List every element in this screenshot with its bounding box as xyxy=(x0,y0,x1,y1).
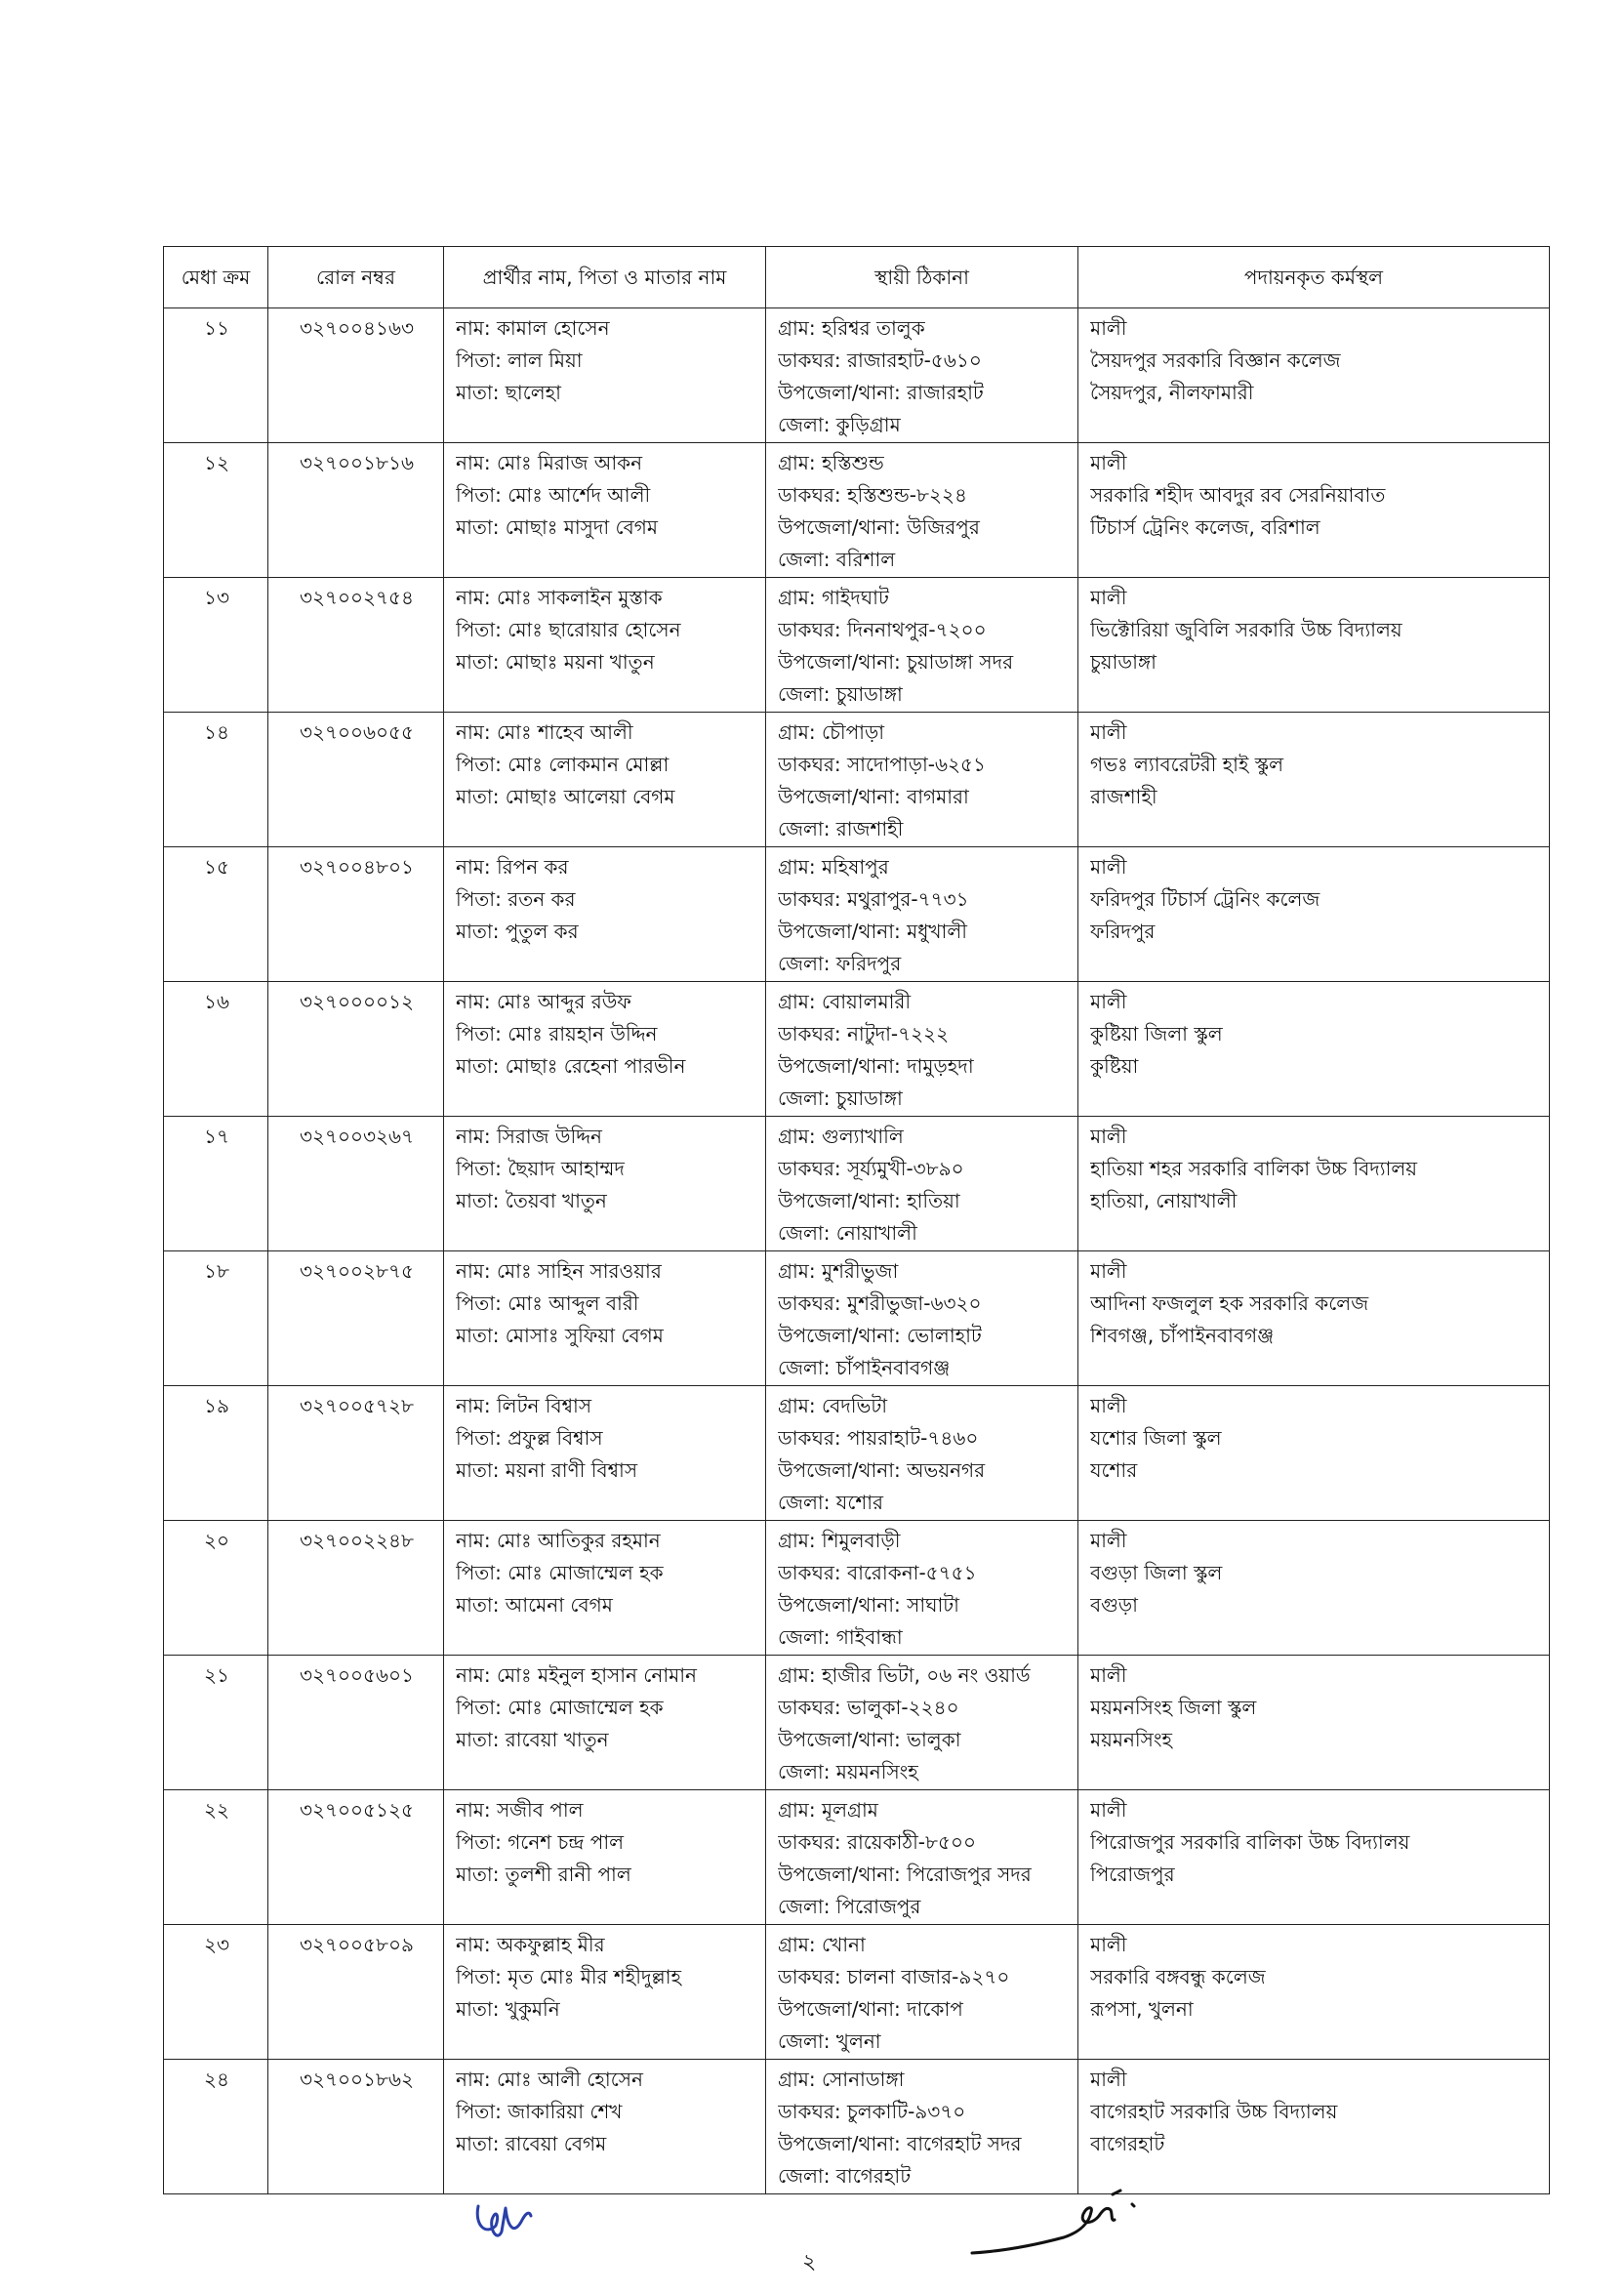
cell-line-serial: ১৮ xyxy=(204,1259,229,1283)
cell-line-designation: মালী xyxy=(1090,1529,1127,1552)
cell-line-name: নাম: মোঃ মইনুল হাসান নোমান xyxy=(456,1663,697,1687)
cell-line-place1: যশোর জিলা স্কুল xyxy=(1090,1426,1222,1450)
cell-line-upazila: উপজেলা/থানা: সাঘাটা xyxy=(778,1593,959,1617)
cell-line-place2: বগুড়া xyxy=(1090,1593,1138,1617)
candidate-names-cell xyxy=(444,1117,766,1251)
roll-number-cell xyxy=(268,578,444,713)
cell-line-name: নাম: রিপন কর xyxy=(456,855,569,879)
cell-line-father: পিতা: লাল মিয়া xyxy=(456,348,583,372)
cell-line-village: গ্রাম: শিমুলবাড়ী xyxy=(778,1529,901,1552)
cell-line-village: গ্রাম: মুশরীভুজা xyxy=(778,1259,899,1283)
cell-line-father: পিতা: মোঃ ছারোয়ার হোসেন xyxy=(456,618,681,641)
cell-line-place2: চুয়াডাঙ্গা xyxy=(1090,650,1157,674)
roll-number-cell xyxy=(268,1656,444,1790)
cell-line-serial: ২০ xyxy=(203,1529,229,1552)
cell-line-upazila: উপজেলা/থানা: ভালুকা xyxy=(778,1728,961,1751)
cell-line-roll: ৩২৭০০২২৪৮ xyxy=(300,1529,414,1552)
cell-line-post: ডাকঘর: রায়েকাঠী-৮৫০০ xyxy=(778,1830,976,1854)
cell-line-district: জেলা: গাইবান্ধা xyxy=(778,1625,903,1649)
posting-place-cell xyxy=(1078,713,1550,847)
cell-line-serial: ১৩ xyxy=(204,586,229,609)
cell-line-district: জেলা: ফরিদপুর xyxy=(778,952,902,975)
cell-line-district: জেলা: চুয়াডাঙ্গা xyxy=(778,682,903,706)
cell-line-district: জেলা: চাঁপাইনবাবগঞ্জ xyxy=(778,1356,951,1379)
cell-line-post: ডাকঘর: রাজারহাট-৫৬১০ xyxy=(778,348,982,372)
cell-line-serial: ১৪ xyxy=(204,720,229,744)
merit-serial-cell xyxy=(164,2060,268,2194)
cell-line-father: পিতা: রতন কর xyxy=(456,887,576,911)
candidate-names-cell xyxy=(444,1521,766,1656)
cell-line-place1: হাতিয়া শহর সরকারি বালিকা উচ্চ বিদ্যালয় xyxy=(1090,1157,1418,1180)
posting-place-cell xyxy=(1078,578,1550,713)
cell-line-upazila: উপজেলা/থানা: চুয়াডাঙ্গা সদর xyxy=(778,650,1014,674)
table-body xyxy=(164,308,1550,2194)
posting-place-cell xyxy=(1078,1656,1550,1790)
cell-line-village: গ্রাম: হস্তিশুন্ড xyxy=(778,451,884,474)
cell-line-post: ডাকঘর: সাদোপাড়া-৬২৫১ xyxy=(778,753,986,776)
cell-line-father: পিতা: মোঃ লোকমান মোল্লা xyxy=(456,753,670,776)
cell-line-name: নাম: সজীব পাল xyxy=(456,1798,584,1822)
cell-line-upazila: উপজেলা/থানা: বাগমারা xyxy=(778,785,969,808)
cell-line-village: গ্রাম: গাইদঘাট xyxy=(778,586,889,609)
roll-number-cell xyxy=(268,1117,444,1251)
posting-place-cell xyxy=(1078,1251,1550,1386)
cell-line-village: গ্রাম: মূলগ্রাম xyxy=(778,1798,878,1822)
permanent-address-cell xyxy=(766,1386,1078,1521)
cell-line-village: গ্রাম: বেদভিটা xyxy=(778,1394,888,1417)
cell-line-roll: ৩২৭০০৫৬০১ xyxy=(300,1663,414,1687)
candidate-names-cell xyxy=(444,1251,766,1386)
merit-list-table xyxy=(163,246,1550,2194)
cell-line-roll: ৩২৭০০৩২৬৭ xyxy=(299,1125,415,1148)
cell-line-name: নাম: সিরাজ উদ্দিন xyxy=(456,1125,602,1148)
permanent-address-cell xyxy=(766,1790,1078,1925)
cell-line-roll: ৩২৭০০১৮১৬ xyxy=(300,451,414,474)
cell-line-designation: মালী xyxy=(1090,1663,1127,1687)
merit-serial-cell xyxy=(164,1656,268,1790)
cell-line-name: নাম: লিটন বিশ্বাস xyxy=(456,1394,592,1417)
permanent-address-cell xyxy=(766,578,1078,713)
cell-line-name: নাম: মোঃ আতিকুর রহমান xyxy=(456,1529,661,1552)
table-header-row xyxy=(164,247,1550,308)
cell-line-mother: মাতা: ময়না রাণী বিশ্বাস xyxy=(456,1458,638,1482)
cell-line-designation: মালী xyxy=(1090,1125,1127,1148)
cell-line-place1: সরকারি শহীদ আবদুর রব সেরনিয়াবাত xyxy=(1090,483,1386,507)
cell-line-designation: মালী xyxy=(1090,720,1127,744)
cell-line-serial: ১২ xyxy=(204,451,229,474)
roll-number-cell xyxy=(268,1790,444,1925)
header-posting-place: পদায়নকৃত কর্মস্থল xyxy=(1078,247,1550,308)
cell-line-mother: মাতা: মোছাঃ ময়না খাতুন xyxy=(456,650,655,674)
cell-line-place2: সৈয়দপুর, নীলফামারী xyxy=(1090,381,1254,404)
header-roll-number: রোল নম্বর xyxy=(268,247,444,308)
cell-line-designation: মালী xyxy=(1090,1259,1127,1283)
cell-line-place2: পিরোজপুর xyxy=(1090,1863,1175,1886)
candidate-names-cell xyxy=(444,1656,766,1790)
cell-line-place1: বগুড়া জিলা স্কুল xyxy=(1090,1561,1223,1584)
cell-line-place1: পিরোজপুর সরকারি বালিকা উচ্চ বিদ্যালয় xyxy=(1090,1830,1410,1854)
cell-line-father: পিতা: জাকারিয়া শেখ xyxy=(456,2100,623,2123)
table-row xyxy=(164,578,1550,713)
cell-line-upazila: উপজেলা/থানা: হাতিয়া xyxy=(778,1189,960,1212)
candidate-names-cell xyxy=(444,713,766,847)
cell-line-post: ডাকঘর: পায়রাহাট-৭৪৬০ xyxy=(778,1426,979,1450)
cell-line-roll: ৩২৭০০৪৮০১ xyxy=(300,855,414,879)
cell-line-serial: ১৬ xyxy=(204,990,229,1013)
permanent-address-cell xyxy=(766,2060,1078,2194)
roll-number-cell xyxy=(268,1521,444,1656)
cell-line-designation: মালী xyxy=(1090,586,1127,609)
cell-line-mother: মাতা: তৈয়বা খাতুন xyxy=(456,1189,607,1212)
header-candidate-names: প্রার্থীর নাম, পিতা ও মাতার নাম xyxy=(444,247,766,308)
cell-line-district: জেলা: ময়মনসিংহ xyxy=(778,1760,918,1783)
cell-line-district: জেলা: কুড়িগ্রাম xyxy=(778,413,901,436)
cell-line-district: জেলা: খুলনা xyxy=(778,2029,881,2053)
cell-line-father: পিতা: গনেশ চন্দ্র পাল xyxy=(456,1830,625,1854)
cell-line-father: পিতা: ছৈয়াদ আহাম্মদ xyxy=(456,1157,625,1180)
cell-line-village: গ্রাম: খোনা xyxy=(778,1933,866,1956)
cell-line-serial: ২২ xyxy=(203,1798,229,1822)
cell-line-mother: মাতা: আমেনা বেগম xyxy=(456,1593,613,1617)
cell-line-place1: সরকারি বঙ্গবন্ধু কলেজ xyxy=(1090,1965,1266,1988)
cell-line-designation: মালী xyxy=(1090,316,1127,340)
cell-line-upazila: উপজেলা/থানা: দামুড়হদা xyxy=(778,1054,974,1078)
merit-serial-cell xyxy=(164,1790,268,1925)
cell-line-name: নাম: কামাল হোসেন xyxy=(456,316,610,340)
page-number: ২ xyxy=(802,2250,817,2274)
cell-line-mother: মাতা: মোছাঃ রেহেনা পারভীন xyxy=(456,1054,686,1078)
cell-line-mother: মাতা: মোসাঃ সুফিয়া বেগম xyxy=(456,1324,664,1347)
candidate-names-cell xyxy=(444,1790,766,1925)
cell-line-father: পিতা: মোঃ মোজাম্মেল হক xyxy=(456,1696,664,1719)
cell-line-upazila: উপজেলা/থানা: উজিরপুর xyxy=(778,515,980,539)
candidate-names-cell xyxy=(444,578,766,713)
table-row xyxy=(164,2060,1550,2194)
cell-line-post: ডাকঘর: নাটুদা-৭২২২ xyxy=(778,1022,950,1045)
roll-number-cell xyxy=(268,1925,444,2060)
permanent-address-cell xyxy=(766,713,1078,847)
cell-line-name: নাম: মোঃ আলী হোসেন xyxy=(456,2068,643,2091)
roll-number-cell xyxy=(268,2060,444,2194)
permanent-address-cell xyxy=(766,847,1078,982)
cell-line-place2: রূপসা, খুলনা xyxy=(1090,1997,1194,2021)
cell-line-village: গ্রাম: বোয়ালমারী xyxy=(778,990,912,1013)
cell-line-mother: মাতা: ছালেহা xyxy=(456,381,561,404)
posting-place-cell xyxy=(1078,443,1550,578)
cell-line-designation: মালী xyxy=(1090,1933,1127,1956)
cell-line-mother: মাতা: রাবেয়া বেগম xyxy=(456,2132,607,2155)
cell-line-mother: মাতা: খুকুমনি xyxy=(456,1997,560,2021)
cell-line-district: জেলা: বাগেরহাট xyxy=(778,2164,912,2188)
permanent-address-cell xyxy=(766,1656,1078,1790)
cell-line-place2: শিবগঞ্জ, চাঁপাইনবাবগঞ্জ xyxy=(1090,1324,1275,1347)
cell-line-father: পিতা: মৃত মোঃ মীর শহীদুল্লাহ xyxy=(456,1965,681,1988)
cell-line-roll: ৩২৭০০৫৭২৮ xyxy=(300,1394,414,1417)
cell-line-roll: ৩২৭০০৪১৬৩ xyxy=(300,316,414,340)
cell-line-upazila: উপজেলা/থানা: বাগেরহাট সদর xyxy=(778,2132,1022,2155)
cell-line-upazila: উপজেলা/থানা: দাকোপ xyxy=(778,1997,963,2021)
candidate-names-cell xyxy=(444,847,766,982)
cell-line-village: গ্রাম: মহিষাপুর xyxy=(778,855,889,879)
cell-line-serial: ২৪ xyxy=(204,2068,229,2091)
table-row xyxy=(164,443,1550,578)
cell-line-place1: ময়মনসিংহ জিলা স্কুল xyxy=(1090,1696,1257,1719)
merit-serial-cell xyxy=(164,1521,268,1656)
roll-number-cell xyxy=(268,1386,444,1521)
cell-line-designation: মালী xyxy=(1090,855,1127,879)
cell-line-roll: ৩২৭০০৫৮০৯ xyxy=(300,1933,414,1956)
cell-line-place1: গভঃ ল্যাবরেটরী হাই স্কুল xyxy=(1090,753,1284,776)
table-row xyxy=(164,1251,1550,1386)
merit-serial-cell xyxy=(164,443,268,578)
candidate-names-cell xyxy=(444,443,766,578)
permanent-address-cell xyxy=(766,1925,1078,2060)
cell-line-post: ডাকঘর: চুলকাটি-৯৩৭০ xyxy=(778,2100,966,2123)
roll-number-cell xyxy=(268,982,444,1117)
merit-serial-cell xyxy=(164,982,268,1117)
cell-line-serial: ১৭ xyxy=(204,1125,229,1148)
cell-line-name: নাম: মোঃ সাহিন সারওয়ার xyxy=(456,1259,662,1283)
cell-line-place2: টিচার্স ট্রেনিং কলেজ, বরিশাল xyxy=(1090,515,1320,539)
cell-line-district: জেলা: যশোর xyxy=(778,1491,883,1514)
cell-line-post: ডাকঘর: সূর্য্যমুখী-৩৮৯০ xyxy=(778,1157,964,1180)
cell-line-mother: মাতা: তুলশী রানী পাল xyxy=(456,1863,631,1886)
cell-line-district: জেলা: পিরোজপুর xyxy=(778,1895,921,1918)
table-row xyxy=(164,1925,1550,2060)
merit-serial-cell xyxy=(164,1925,268,2060)
cell-line-upazila: উপজেলা/থানা: পিরোজপুর সদর xyxy=(778,1863,1032,1886)
merit-serial-cell xyxy=(164,1251,268,1386)
posting-place-cell xyxy=(1078,1386,1550,1521)
cell-line-village: গ্রাম: হাজীর ভিটা, ০৬ নং ওয়ার্ড xyxy=(778,1663,1031,1687)
cell-line-roll: ৩২৭০০১৮৬২ xyxy=(300,2068,414,2091)
permanent-address-cell xyxy=(766,443,1078,578)
cell-line-district: জেলা: নোয়াখালী xyxy=(778,1221,917,1245)
cell-line-upazila: উপজেলা/থানা: রাজারহাট xyxy=(778,381,984,404)
posting-place-cell xyxy=(1078,1925,1550,2060)
cell-line-name: নাম: মোঃ শাহেব আলী xyxy=(456,720,633,744)
cell-line-post: ডাকঘর: দিননাথপুর-৭২০০ xyxy=(778,618,987,641)
candidate-names-cell xyxy=(444,308,766,443)
cell-line-place2: যশোর xyxy=(1090,1458,1138,1482)
merit-serial-cell xyxy=(164,713,268,847)
cell-line-serial: ১৫ xyxy=(204,855,229,879)
merit-serial-cell xyxy=(164,847,268,982)
posting-place-cell xyxy=(1078,308,1550,443)
cell-line-place1: আদিনা ফজলুল হক সরকারি কলেজ xyxy=(1090,1291,1369,1315)
cell-line-roll: ৩২৭০০২৮৭৫ xyxy=(300,1259,414,1283)
cell-line-place1: কুষ্টিয়া জিলা স্কুল xyxy=(1090,1022,1223,1045)
permanent-address-cell xyxy=(766,1521,1078,1656)
cell-line-serial: ১৯ xyxy=(204,1394,229,1417)
permanent-address-cell xyxy=(766,982,1078,1117)
cell-line-name: নাম: মোঃ সাকলাইন মুস্তাক xyxy=(456,586,663,609)
permanent-address-cell xyxy=(766,1117,1078,1251)
cell-line-father: পিতা: মোঃ রায়হান উদ্দিন xyxy=(456,1022,658,1045)
cell-line-village: গ্রাম: সোনাডাঙ্গা xyxy=(778,2068,905,2091)
cell-line-upazila: উপজেলা/থানা: অভয়নগর xyxy=(778,1458,986,1482)
posting-place-cell xyxy=(1078,1117,1550,1251)
merit-serial-cell xyxy=(164,1386,268,1521)
cell-line-post: ডাকঘর: হস্তিশুন্ড-৮২২৪ xyxy=(778,483,967,507)
merit-serial-cell xyxy=(164,1117,268,1251)
posting-place-cell xyxy=(1078,982,1550,1117)
cell-line-designation: মালী xyxy=(1090,990,1127,1013)
cell-line-mother: মাতা: মোছাঃ আলেয়া বেগম xyxy=(456,785,675,808)
cell-line-district: জেলা: চুয়াডাঙ্গা xyxy=(778,1086,903,1110)
cell-line-place2: ফরিদপুর xyxy=(1090,920,1156,943)
cell-line-roll: ৩২৭০০০০১২ xyxy=(299,990,414,1013)
table-row xyxy=(164,982,1550,1117)
cell-line-designation: মালী xyxy=(1090,451,1127,474)
merit-serial-cell xyxy=(164,578,268,713)
cell-line-upazila: উপজেলা/থানা: মধুখালী xyxy=(778,920,967,943)
roll-number-cell xyxy=(268,847,444,982)
cell-line-serial: ২১ xyxy=(204,1663,229,1687)
cell-line-district: জেলা: বরিশাল xyxy=(778,548,896,571)
cell-line-post: ডাকঘর: মুশরীভুজা-৬৩২০ xyxy=(778,1291,982,1315)
header-permanent-address: স্থায়ী ঠিকানা xyxy=(766,247,1078,308)
cell-line-village: গ্রাম: হরিশ্বর তালুক xyxy=(778,316,925,340)
header-merit-serial: মেধা ক্রম xyxy=(164,247,268,308)
cell-line-place2: রাজশাহী xyxy=(1090,785,1157,808)
cell-line-place2: ময়মনসিংহ xyxy=(1090,1728,1172,1751)
cell-line-designation: মালী xyxy=(1090,1394,1127,1417)
cell-line-roll: ৩২৭০০২৭৫৪ xyxy=(300,586,414,609)
table-row xyxy=(164,1656,1550,1790)
roll-number-cell xyxy=(268,1251,444,1386)
cell-line-mother: মাতা: পুতুল কর xyxy=(456,920,579,943)
cell-line-father: পিতা: প্রফুল্ল বিশ্বাস xyxy=(456,1426,603,1450)
cell-line-place2: কুষ্টিয়া xyxy=(1090,1054,1139,1078)
cell-line-mother: মাতা: মোছাঃ মাসুদা বেগম xyxy=(456,515,659,539)
table-row xyxy=(164,308,1550,443)
cell-line-place1: ফরিদপুর টিচার্স ট্রেনিং কলেজ xyxy=(1090,887,1320,911)
posting-place-cell xyxy=(1078,847,1550,982)
permanent-address-cell xyxy=(766,308,1078,443)
roll-number-cell xyxy=(268,713,444,847)
cell-line-post: ডাকঘর: ভালুকা-২২৪০ xyxy=(778,1696,959,1719)
permanent-address-cell xyxy=(766,1251,1078,1386)
cell-line-designation: মালী xyxy=(1090,2068,1127,2091)
roll-number-cell xyxy=(268,443,444,578)
initial-signature xyxy=(467,2187,545,2255)
cell-line-district: জেলা: রাজশাহী xyxy=(778,817,904,840)
cell-line-designation: মালী xyxy=(1090,1798,1127,1822)
cell-line-serial: ২৩ xyxy=(203,1933,229,1956)
cell-line-place1: সৈয়দপুর সরকারি বিজ্ঞান কলেজ xyxy=(1090,348,1341,372)
cell-line-father: পিতা: মোঃ মোজাম্মেল হক xyxy=(456,1561,664,1584)
cell-line-upazila: উপজেলা/থানা: ভোলাহাট xyxy=(778,1324,982,1347)
cell-line-serial: ১১ xyxy=(204,316,229,340)
posting-place-cell xyxy=(1078,2060,1550,2194)
candidate-names-cell xyxy=(444,1925,766,2060)
candidate-names-cell xyxy=(444,982,766,1117)
table-row xyxy=(164,1117,1550,1251)
cell-line-place1: বাগেরহাট সরকারি উচ্চ বিদ্যালয় xyxy=(1090,2100,1338,2123)
official-signature xyxy=(966,2177,1161,2265)
cell-line-father: পিতা: মোঃ আর্শেদ আলী xyxy=(456,483,651,507)
cell-line-post: ডাকঘর: চালনা বাজার-৯২৭০ xyxy=(778,1965,1010,1988)
cell-line-village: গ্রাম: গুল্যাখালি xyxy=(778,1125,904,1148)
cell-line-mother: মাতা: রাবেয়া খাতুন xyxy=(456,1728,609,1751)
cell-line-place1: ভিক্টোরিয়া জুবিলি সরকারি উচ্চ বিদ্যালয় xyxy=(1090,618,1402,641)
cell-line-village: গ্রাম: চৌপাড়া xyxy=(778,720,885,744)
cell-line-name: নাম: মোঃ আব্দুর রউফ xyxy=(456,990,631,1013)
posting-place-cell xyxy=(1078,1521,1550,1656)
posting-place-cell xyxy=(1078,1790,1550,1925)
cell-line-post: ডাকঘর: মথুরাপুর-৭৭৩১ xyxy=(778,887,969,911)
candidate-names-cell xyxy=(444,2060,766,2194)
candidate-names-cell xyxy=(444,1386,766,1521)
table-row xyxy=(164,1521,1550,1656)
cell-line-name: নাম: মোঃ মিরাজ আকন xyxy=(456,451,643,474)
cell-line-name: নাম: অকফুল্লাহ মীর xyxy=(456,1933,605,1956)
table-row xyxy=(164,847,1550,982)
cell-line-roll: ৩২৭০০৬০৫৫ xyxy=(300,720,414,744)
table-row xyxy=(164,1386,1550,1521)
table-row xyxy=(164,713,1550,847)
merit-serial-cell xyxy=(164,308,268,443)
cell-line-father: পিতা: মোঃ আব্দুল বারী xyxy=(456,1291,639,1315)
cell-line-roll: ৩২৭০০৫১২৫ xyxy=(300,1798,414,1822)
cell-line-place2: বাগেরহাট xyxy=(1090,2132,1165,2155)
cell-line-post: ডাকঘর: বারোকনা-৫৭৫১ xyxy=(778,1561,977,1584)
cell-line-place2: হাতিয়া, নোয়াখালী xyxy=(1090,1189,1238,1212)
roll-number-cell xyxy=(268,308,444,443)
table-row xyxy=(164,1790,1550,1925)
